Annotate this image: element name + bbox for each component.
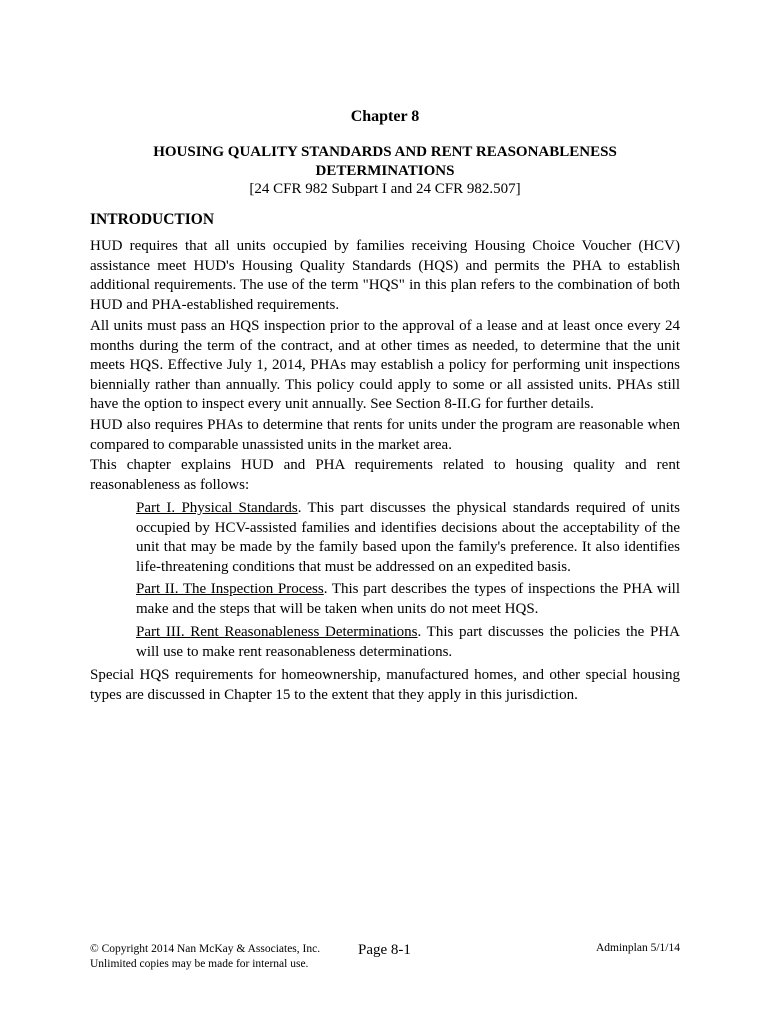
footer-copyright xyxy=(90,942,320,972)
paragraph-special-requirements: Special HQS requirements for homeownership, manufactured homes, and other special housing types are discussed in Chapter 15 to the extent that they apply in this jurisdiction. xyxy=(90,667,680,703)
part-one-text: . This part discusses the physical standards required of units occupied by HCV-assisted families and identifies decisions about the acceptability of the unit that may be made by the family based upon the family's preference. It also identifies life-threatening conditions that must be addressed on an expedited basis. xyxy=(136,500,680,575)
part-two-title: Part II. The Inspection Process xyxy=(136,581,324,597)
page-number: Page 8-1 xyxy=(358,942,411,958)
copies-line: Unlimited copies may be made for internal use. xyxy=(90,958,309,970)
part-one-title: Part I. Physical Standards xyxy=(136,500,298,516)
part-one-description xyxy=(136,499,680,577)
paragraph-hud-requirements: HUD requires that all units occupied by families receiving Housing Choice Voucher (HCV) assistance meet HUD's Housing Quality Standards (HQS) and permits the PHA to establish additional requirements. The use of the term "HQS" in this plan refers to the combination of both HUD and PHA-established requirements. xyxy=(90,238,680,313)
copyright-line: © Copyright 2014 Nan McKay & Associates, Inc. xyxy=(90,943,321,955)
part-three-title: Part III. Rent Reasonableness Determinations xyxy=(136,624,418,640)
paragraph-chapter-overview: This chapter explains HUD and PHA requirements related to housing quality and rent reasonableness as follows: xyxy=(90,457,680,493)
paragraph-rent-reasonable: HUD also requires PHAs to determine that rents for units under the program are reasonable when compared to comparable unassisted units in the market area. xyxy=(90,417,680,453)
part-three-description xyxy=(136,623,680,662)
paragraph-inspection-frequency: All units must pass an HQS inspection prior to the approval of a lease and at least once every 24 months during the term of the contract, and at other times as needed, to determine that the unit meets HQS. Effective July 1, 2014, PHAs may establish a policy for performing unit inspections biennially rather than annually. This policy could apply to some or all assisted units. PHAs still have the option to inspect every unit annually. See Section 8-II.G for further details. xyxy=(90,318,680,412)
plan-version: Adminplan 5/1/14 xyxy=(595,942,680,954)
part-two-text: . This part describes the types of inspections the PHA will make and the steps that will be taken when units do not meet HQS. xyxy=(136,581,680,617)
introduction-heading: INTRODUCTION xyxy=(90,211,215,228)
cfr-reference: [24 CFR 982 Subpart I and 24 CFR 982.507] xyxy=(249,181,521,197)
part-three-text: . This part discusses the policies the PHA will use to make rent reasonableness determinations. xyxy=(136,624,680,660)
part-two-description xyxy=(136,580,680,619)
chapter-title: HOUSING QUALITY STANDARDS AND RENT REASONABLENESS DETERMINATIONS xyxy=(153,144,617,179)
chapter-heading: Chapter 8 xyxy=(350,108,420,125)
